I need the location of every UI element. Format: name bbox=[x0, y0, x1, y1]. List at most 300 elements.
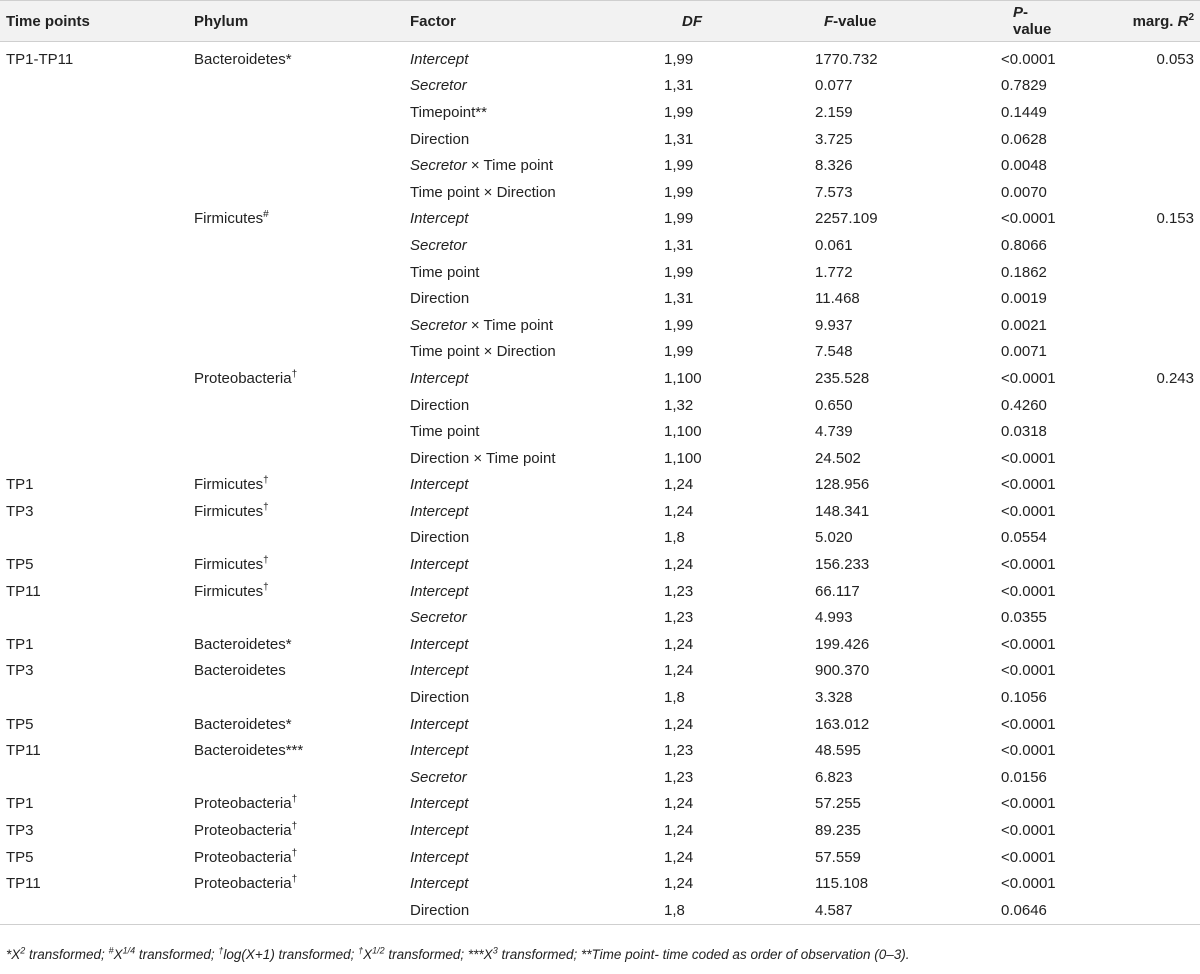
factor-term: Time point × Direction bbox=[410, 343, 556, 361]
cell-p-value: 0.0628 bbox=[1001, 130, 1047, 148]
cell-time-point bbox=[0, 73, 194, 100]
cell-df: 1,23 bbox=[664, 609, 694, 627]
cell-f-value: 0.061 bbox=[815, 236, 853, 254]
table-row bbox=[0, 870, 1200, 897]
table-row bbox=[0, 711, 1200, 738]
cell-factor bbox=[406, 684, 650, 711]
cell-df: 1,99 bbox=[664, 210, 694, 228]
cell-f-value: 900.370 bbox=[815, 662, 870, 680]
phylum-name: Bacteroidetes* bbox=[194, 50, 292, 68]
phylum-name: Bacteroidetes* bbox=[194, 715, 292, 733]
cell-df: 1,99 bbox=[664, 103, 694, 121]
phylum-name: Firmicutes bbox=[194, 502, 264, 520]
table-row bbox=[0, 179, 1200, 206]
cell-phylum bbox=[194, 498, 406, 525]
table-row bbox=[0, 791, 1200, 818]
phylum-transform-mark: † bbox=[291, 821, 298, 833]
cell-factor bbox=[406, 870, 650, 897]
phylum-transform-mark: † bbox=[263, 581, 269, 593]
cell-phylum bbox=[194, 604, 406, 631]
cell-factor bbox=[406, 604, 650, 631]
cell-factor bbox=[406, 764, 650, 791]
cell-time-point: TP1 bbox=[6, 476, 34, 494]
cell-time-point: TP3 bbox=[6, 502, 34, 520]
factor-term: Secretor bbox=[410, 236, 467, 254]
table-row bbox=[0, 259, 1200, 286]
cell-marg-r2: 0.243 bbox=[1156, 369, 1194, 387]
cell-df: 1,23 bbox=[664, 768, 694, 786]
cell-time-point bbox=[0, 445, 194, 472]
cell-marg-r2 bbox=[1053, 259, 1200, 286]
cell-df: 1,24 bbox=[664, 848, 694, 866]
cell-time-point: TP11 bbox=[6, 742, 41, 760]
table-row bbox=[0, 418, 1200, 445]
footnote-superscript: † bbox=[218, 945, 224, 956]
cell-df: 1,99 bbox=[664, 157, 694, 175]
cell-f-value: 3.725 bbox=[815, 130, 853, 148]
cell-f-value: 2257.109 bbox=[815, 210, 878, 228]
factor-term: Secretor bbox=[410, 609, 467, 627]
cell-phylum bbox=[194, 418, 406, 445]
cell-phylum bbox=[194, 764, 406, 791]
cell-factor bbox=[406, 844, 650, 871]
table-body bbox=[0, 42, 1200, 925]
cell-f-value: 24.502 bbox=[815, 449, 861, 467]
factor-term: Direction × Time point bbox=[410, 449, 556, 467]
cell-df: 1,24 bbox=[664, 502, 694, 520]
cell-df: 1,24 bbox=[664, 662, 694, 680]
cell-time-point bbox=[0, 232, 194, 259]
cell-marg-r2 bbox=[1053, 658, 1200, 685]
cell-phylum bbox=[194, 870, 406, 897]
cell-factor bbox=[406, 472, 650, 499]
cell-p-value: 0.0156 bbox=[1001, 768, 1047, 786]
cell-phylum bbox=[194, 631, 406, 658]
cell-time-point bbox=[0, 339, 194, 366]
cell-time-point: TP5 bbox=[6, 715, 34, 733]
header-factor: Factor bbox=[406, 1, 650, 42]
header-r2-prefix: marg. bbox=[1132, 12, 1178, 30]
factor-term: Intercept bbox=[410, 822, 469, 840]
cell-time-point bbox=[0, 418, 194, 445]
table-row bbox=[0, 152, 1200, 179]
table-row bbox=[0, 365, 1200, 392]
phylum-transform-mark: † bbox=[263, 555, 269, 567]
cell-phylum bbox=[194, 259, 406, 286]
cell-f-value: 57.559 bbox=[815, 848, 861, 866]
table-row bbox=[0, 73, 1200, 100]
cell-phylum bbox=[194, 525, 406, 552]
cell-marg-r2 bbox=[1053, 737, 1200, 764]
factor-term: Intercept bbox=[410, 662, 469, 680]
phylum-name: Bacteroidetes*** bbox=[194, 742, 304, 760]
cell-phylum bbox=[194, 684, 406, 711]
header-row bbox=[0, 1, 1200, 42]
cell-p-value: <0.0001 bbox=[1001, 875, 1056, 893]
cell-phylum bbox=[194, 365, 406, 392]
cell-time-point bbox=[0, 365, 194, 392]
phylum-name: Firmicutes bbox=[194, 210, 264, 228]
phylum-transform-mark: † bbox=[291, 794, 298, 806]
phylum-transform-mark: † bbox=[263, 501, 269, 513]
cell-time-point: TP3 bbox=[6, 662, 34, 680]
factor-interaction: × Time point bbox=[466, 316, 553, 334]
table-row bbox=[0, 312, 1200, 339]
header-time-points: Time points bbox=[0, 1, 194, 42]
cell-df: 1,24 bbox=[664, 635, 694, 653]
cell-f-value: 199.426 bbox=[815, 635, 870, 653]
header-marg-r2 bbox=[1053, 1, 1200, 42]
cell-p-value: 0.0071 bbox=[1001, 343, 1047, 361]
cell-phylum bbox=[194, 285, 406, 312]
cell-p-value: 0.1862 bbox=[1001, 263, 1047, 281]
cell-factor bbox=[406, 365, 650, 392]
cell-time-point: TP11 bbox=[6, 582, 41, 600]
cell-marg-r2 bbox=[1053, 445, 1200, 472]
cell-time-point bbox=[0, 764, 194, 791]
factor-term: Time point bbox=[410, 423, 480, 441]
cell-factor bbox=[406, 285, 650, 312]
factor-term: Secretor bbox=[410, 768, 467, 786]
cell-phylum bbox=[194, 73, 406, 100]
cell-factor bbox=[406, 658, 650, 685]
cell-df: 1,99 bbox=[664, 316, 694, 334]
table-row bbox=[0, 445, 1200, 472]
cell-f-value: 4.587 bbox=[735, 897, 898, 924]
cell-time-point bbox=[0, 179, 194, 206]
header-phylum: Phylum bbox=[194, 1, 406, 42]
table-row bbox=[0, 631, 1200, 658]
cell-f-value: 11.468 bbox=[815, 290, 860, 308]
phylum-transform-mark: † bbox=[291, 874, 298, 886]
cell-p-value: <0.0001 bbox=[1001, 715, 1056, 733]
cell-factor bbox=[406, 711, 650, 738]
phylum-transform-mark: # bbox=[263, 209, 269, 221]
cell-df: 1,8 bbox=[650, 897, 735, 924]
cell-p-value: 0.4260 bbox=[1001, 396, 1047, 414]
table-row bbox=[0, 232, 1200, 259]
factor-term: Direction bbox=[410, 529, 470, 547]
factor-term: Intercept bbox=[410, 50, 469, 68]
cell-marg-r2 bbox=[1053, 897, 1200, 924]
footnote-text: log(X+1) transformed; bbox=[223, 947, 359, 962]
table-row bbox=[0, 42, 1200, 73]
cell-phylum bbox=[194, 232, 406, 259]
header-f-value bbox=[735, 1, 898, 42]
table-row bbox=[0, 525, 1200, 552]
footnote-superscript: 1/2 bbox=[372, 945, 385, 956]
cell-phylum bbox=[194, 445, 406, 472]
table-row bbox=[0, 99, 1200, 126]
cell-f-value: 156.233 bbox=[815, 556, 870, 574]
phylum-name: Proteobacteria bbox=[194, 795, 292, 813]
cell-marg-r2: 0.053 bbox=[1156, 50, 1194, 68]
cell-marg-r2 bbox=[1053, 604, 1200, 631]
cell-marg-r2 bbox=[1053, 791, 1200, 818]
cell-phylum bbox=[194, 472, 406, 499]
cell-f-value: 48.595 bbox=[815, 742, 861, 760]
cell-marg-r2 bbox=[1053, 232, 1200, 259]
cell-time-point: TP1 bbox=[6, 795, 34, 813]
cell-p-value: 0.0021 bbox=[1001, 316, 1047, 334]
cell-f-value: 4.993 bbox=[815, 609, 853, 627]
cell-factor bbox=[406, 259, 650, 286]
cell-phylum bbox=[194, 737, 406, 764]
cell-factor bbox=[406, 206, 650, 233]
table-row bbox=[0, 285, 1200, 312]
cell-p-value: <0.0001 bbox=[1001, 848, 1056, 866]
table-row bbox=[0, 737, 1200, 764]
cell-p-value: 0.0355 bbox=[1001, 609, 1047, 627]
cell-marg-r2 bbox=[1053, 312, 1200, 339]
cell-marg-r2 bbox=[1053, 285, 1200, 312]
factor-term: Secretor bbox=[410, 316, 467, 334]
cell-df: 1,24 bbox=[664, 822, 694, 840]
table-row bbox=[0, 897, 1200, 924]
cell-f-value: 163.012 bbox=[815, 715, 870, 733]
factor-term: Intercept bbox=[410, 795, 469, 813]
header-p-letter: P bbox=[1013, 4, 1024, 21]
cell-time-point bbox=[0, 312, 194, 339]
footnote-superscript: 2 bbox=[20, 945, 26, 956]
cell-factor bbox=[406, 897, 650, 924]
cell-marg-r2 bbox=[1053, 551, 1200, 578]
factor-term: Intercept bbox=[410, 742, 469, 760]
cell-f-value: 1.772 bbox=[815, 263, 853, 281]
cell-factor bbox=[406, 631, 650, 658]
footnote-text: transformed; bbox=[25, 947, 109, 962]
cell-marg-r2 bbox=[1053, 418, 1200, 445]
phylum-name: Proteobacteria bbox=[194, 875, 292, 893]
cell-df: 1,24 bbox=[664, 556, 694, 574]
factor-term: Time point bbox=[410, 263, 480, 281]
phylum-name: Firmicutes bbox=[194, 556, 264, 574]
cell-factor bbox=[406, 817, 650, 844]
cell-time-point bbox=[0, 392, 194, 419]
factor-term: Intercept bbox=[410, 476, 469, 494]
cell-marg-r2 bbox=[1053, 525, 1200, 552]
cell-f-value: 9.937 bbox=[815, 316, 853, 334]
cell-factor bbox=[406, 73, 650, 100]
table-row bbox=[0, 764, 1200, 791]
factor-term: Intercept bbox=[410, 582, 469, 600]
header-f-letter: F bbox=[824, 12, 834, 30]
footnote-superscript: 1/4 bbox=[122, 945, 136, 956]
cell-time-point bbox=[0, 525, 194, 552]
cell-df: 1,8 bbox=[664, 689, 685, 707]
header-p-value bbox=[898, 1, 1053, 42]
cell-f-value: 1770.732 bbox=[815, 50, 878, 68]
cell-factor bbox=[406, 737, 650, 764]
cell-factor bbox=[406, 232, 650, 259]
table-row bbox=[0, 604, 1200, 631]
footnote-text: transformed; ***X bbox=[384, 947, 493, 962]
cell-marg-r2 bbox=[1053, 99, 1200, 126]
cell-df: 1,100 bbox=[664, 449, 702, 467]
cell-factor bbox=[406, 42, 650, 73]
cell-marg-r2 bbox=[1053, 126, 1200, 153]
cell-marg-r2 bbox=[1053, 472, 1200, 499]
table-row bbox=[0, 551, 1200, 578]
header-r2-letter: R bbox=[1177, 12, 1189, 30]
cell-df: 1,31 bbox=[664, 236, 694, 254]
header-f-suffix: -value bbox=[833, 12, 877, 30]
factor-term: Intercept bbox=[410, 502, 469, 520]
cell-df: 1,24 bbox=[664, 476, 694, 494]
cell-df: 1,24 bbox=[664, 875, 694, 893]
factor-term: Intercept bbox=[410, 556, 469, 574]
cell-p-value: <0.0001 bbox=[1001, 449, 1056, 467]
cell-p-value: <0.0001 bbox=[1001, 742, 1056, 760]
table-row bbox=[0, 126, 1200, 153]
cell-p-value: <0.0001 bbox=[1001, 476, 1056, 494]
cell-p-value: <0.0001 bbox=[1001, 50, 1056, 68]
cell-phylum bbox=[194, 206, 406, 233]
cell-phylum bbox=[194, 312, 406, 339]
cell-df: 1,99 bbox=[664, 50, 694, 68]
cell-time-point bbox=[0, 99, 194, 126]
cell-marg-r2 bbox=[1053, 339, 1200, 366]
cell-marg-r2 bbox=[1053, 764, 1200, 791]
cell-p-value: 0.0554 bbox=[1001, 529, 1047, 547]
cell-p-value: 0.7829 bbox=[1001, 77, 1047, 95]
cell-marg-r2: 0.153 bbox=[1156, 210, 1194, 228]
factor-term: Direction bbox=[410, 290, 470, 308]
table-row bbox=[0, 392, 1200, 419]
cell-phylum bbox=[194, 99, 406, 126]
cell-f-value: 2.159 bbox=[815, 103, 853, 121]
cell-f-value: 0.650 bbox=[815, 396, 853, 414]
phylum-name: Proteobacteria bbox=[194, 822, 292, 840]
cell-marg-r2 bbox=[1053, 711, 1200, 738]
cell-phylum bbox=[194, 844, 406, 871]
table-row bbox=[0, 206, 1200, 233]
cell-factor bbox=[406, 525, 650, 552]
cell-p-value: <0.0001 bbox=[1001, 369, 1056, 387]
factor-term: Direction bbox=[410, 689, 470, 707]
cell-time-point bbox=[0, 126, 194, 153]
cell-f-value: 7.548 bbox=[815, 343, 853, 361]
phylum-name: Bacteroidetes* bbox=[194, 635, 292, 653]
cell-factor bbox=[406, 179, 650, 206]
factor-term: Intercept bbox=[410, 715, 469, 733]
table-footnote bbox=[6, 947, 910, 962]
footnote-superscript: 3 bbox=[492, 945, 498, 956]
cell-f-value: 0.077 bbox=[815, 77, 853, 95]
table-row bbox=[0, 817, 1200, 844]
cell-factor bbox=[406, 152, 650, 179]
cell-phylum bbox=[194, 897, 406, 924]
cell-f-value: 115.108 bbox=[815, 875, 869, 893]
cell-phylum bbox=[194, 152, 406, 179]
factor-term: Intercept bbox=[410, 210, 469, 228]
cell-factor bbox=[406, 312, 650, 339]
phylum-name: Proteobacteria bbox=[194, 369, 292, 387]
factor-term: Intercept bbox=[410, 369, 469, 387]
factor-term: Intercept bbox=[410, 875, 469, 893]
cell-p-value: <0.0001 bbox=[1001, 635, 1056, 653]
cell-df: 1,99 bbox=[664, 343, 694, 361]
cell-df: 1,23 bbox=[664, 742, 694, 760]
cell-phylum bbox=[194, 658, 406, 685]
footnote-text: *X bbox=[6, 947, 21, 962]
cell-p-value: <0.0001 bbox=[1001, 662, 1056, 680]
cell-marg-r2 bbox=[1053, 73, 1200, 100]
cell-f-value: 7.573 bbox=[815, 183, 853, 201]
cell-factor bbox=[406, 498, 650, 525]
footnote-text: transformed; **Time point- time coded as order of observation (0–3). bbox=[497, 947, 910, 962]
cell-p-value: 0.8066 bbox=[1001, 236, 1047, 254]
cell-factor bbox=[406, 126, 650, 153]
phylum-transform-mark: † bbox=[263, 475, 269, 487]
phylum-name: Proteobacteria bbox=[194, 848, 292, 866]
factor-term: Direction bbox=[410, 901, 470, 919]
cell-p-value: <0.0001 bbox=[1001, 556, 1056, 574]
cell-df: 1,100 bbox=[664, 369, 702, 387]
cell-marg-r2 bbox=[1053, 631, 1200, 658]
cell-phylum bbox=[194, 711, 406, 738]
footnote-text: X bbox=[113, 947, 123, 962]
factor-term: Direction bbox=[410, 130, 470, 148]
cell-time-point: TP5 bbox=[6, 848, 34, 866]
cell-time-point: TP11 bbox=[6, 875, 41, 893]
table-row bbox=[0, 844, 1200, 871]
cell-df: 1,31 bbox=[664, 130, 694, 148]
cell-marg-r2 bbox=[1053, 392, 1200, 419]
cell-df: 1,100 bbox=[664, 423, 702, 441]
cell-df: 1,31 bbox=[664, 77, 694, 95]
cell-df: 1,24 bbox=[664, 715, 694, 733]
cell-f-value: 5.020 bbox=[815, 529, 853, 547]
cell-df: 1,99 bbox=[664, 263, 694, 281]
factor-term: Timepoint** bbox=[410, 103, 487, 121]
table-row bbox=[0, 498, 1200, 525]
cell-time-point bbox=[0, 897, 194, 924]
cell-marg-r2 bbox=[1053, 684, 1200, 711]
cell-p-value: 0.0070 bbox=[1001, 183, 1047, 201]
cell-f-value: 6.823 bbox=[815, 768, 853, 786]
cell-factor bbox=[406, 99, 650, 126]
cell-f-value: 4.739 bbox=[815, 423, 853, 441]
cell-phylum bbox=[194, 126, 406, 153]
factor-term: Time point × Direction bbox=[410, 183, 556, 201]
cell-marg-r2 bbox=[1053, 844, 1200, 871]
cell-p-value: 0.0646 bbox=[898, 897, 1053, 924]
factor-term: Intercept bbox=[410, 848, 469, 866]
cell-marg-r2 bbox=[1053, 179, 1200, 206]
cell-p-value: <0.0001 bbox=[1001, 582, 1056, 600]
factor-term: Direction bbox=[410, 396, 470, 414]
cell-df: 1,31 bbox=[664, 290, 694, 308]
cell-phylum bbox=[194, 339, 406, 366]
cell-time-point: TP1-TP11 bbox=[6, 50, 74, 68]
cell-time-point bbox=[0, 206, 194, 233]
cell-marg-r2 bbox=[1053, 578, 1200, 605]
cell-f-value: 66.117 bbox=[815, 582, 860, 600]
cell-f-value: 57.255 bbox=[815, 795, 861, 813]
factor-term: Secretor bbox=[410, 157, 467, 175]
factor-interaction: × Time point bbox=[466, 157, 553, 175]
cell-time-point: TP5 bbox=[6, 556, 34, 574]
table-row bbox=[0, 578, 1200, 605]
phylum-transform-mark: † bbox=[291, 847, 298, 859]
cell-p-value: 0.0048 bbox=[1001, 157, 1047, 175]
header-df: DF bbox=[650, 1, 735, 42]
factor-term: Secretor bbox=[410, 77, 467, 95]
phylum-name: Bacteroidetes bbox=[194, 662, 286, 680]
cell-df: 1,8 bbox=[664, 529, 685, 547]
phylum-name: Firmicutes bbox=[194, 582, 264, 600]
